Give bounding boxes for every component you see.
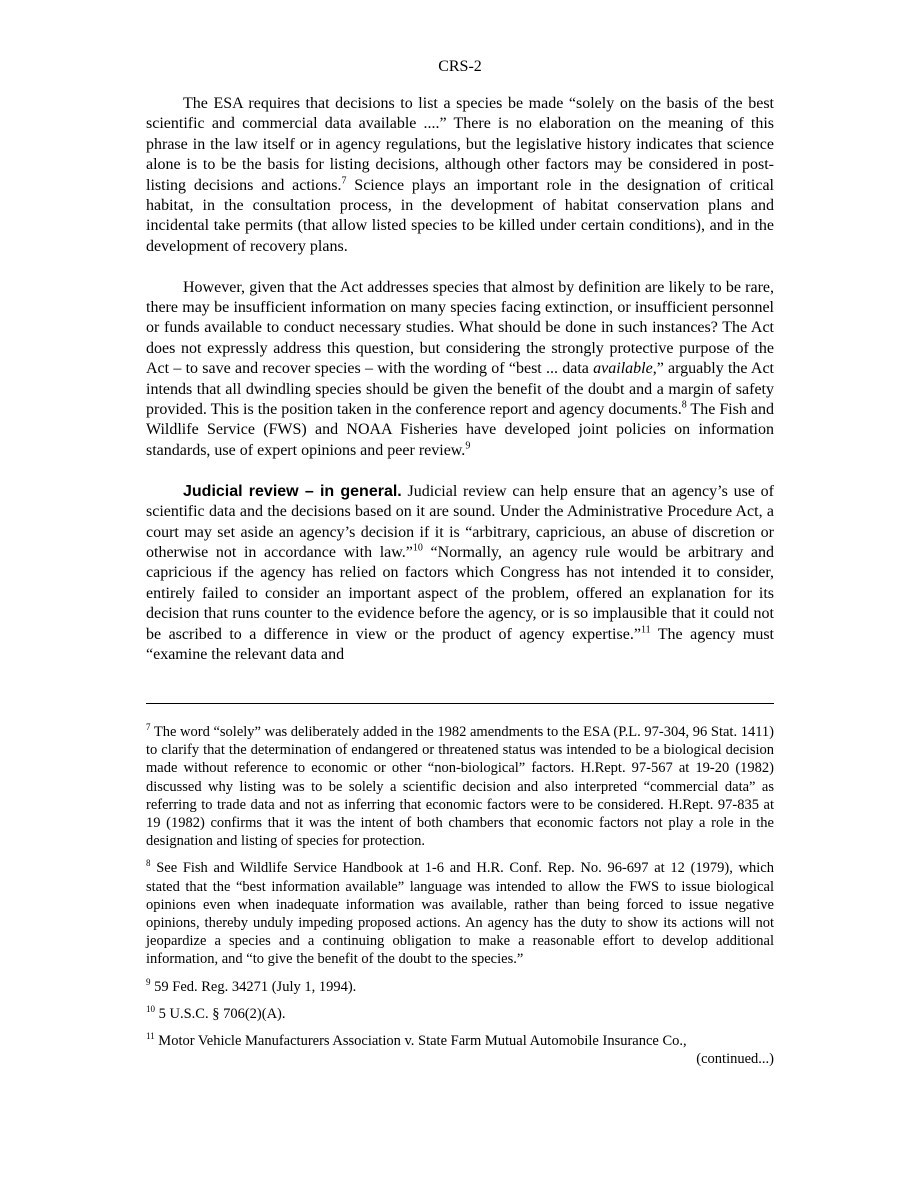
footnote-number: 11 — [146, 1031, 155, 1042]
footnote-number: 10 — [146, 1004, 155, 1015]
continued-marker: (continued...) — [696, 1051, 774, 1068]
paragraph-text: However, given that the Act addresses species that almost by definition are likely to be rare, there may be insufficient information on many species facing extinction, or insufficient personnel or funds available to conduct necessary studies. What should be done in such instances? The Act does not expressly address this question, but considering the strongly protective purpose of the Act – to save and recover species – with the wording of “best ... data — [146, 278, 774, 378]
footnotes — [146, 723, 774, 1068]
footnote-11 — [146, 1032, 774, 1068]
paragraph-text: “Normally, an agency rule would be arbitrary and capricious if the agency has relied on factors which Congress has not intended it to consider, entirely failed to consider an important aspect of the problem, offered an explanation for its decision that runs counter to the evidence before the agency, or is so implausible that it could not be ascribed to a difference in view or the product of agency expertise.” — [146, 543, 774, 643]
footnote-number: 9 — [146, 976, 151, 987]
footnote-divider — [146, 703, 774, 704]
footnote-ref-10[interactable]: 10 — [412, 542, 423, 554]
paragraph-text: The ESA requires that decisions to list a species be made “solely on the basis of the best scientific and commercial data available ....” There is no elaboration on the meaning of this phrase in the law itself or in agency regulations, but the legislative history indicates that science alone is to be the basis for listing decisions, although other factors may be considered in post-listing decisions and actions. — [146, 95, 774, 194]
footnote-number: 7 — [146, 722, 151, 733]
paragraph-text: Judicial review can help ensure that an agency’s use of scientific data and the decisions based on it are sound. Under the Administrative Procedure Act, a court may set aside an agency’s decision if it is “arbitrary, capricious, an abuse of discretion or otherwise not in accordance with law.” — [146, 482, 775, 561]
footnote-10 — [146, 1005, 774, 1023]
footnote-text: See Fish and Wildlife Service Handbook at 1-6 and H.R. Conf. Rep. No. 96-697 at 12 (1979), which stated that the “best information available” language was intended to allow the FWS to issue biological opinions even when inadequate information was available, rather than being forced to issue negative opinions, thereby unduly impeding proposed actions. An agency has the duty to show its actions will not jeopardize a species and a continuing obligation to make a reasonable effort to develop additional information, and “to give the benefit of the doubt to the species.” — [146, 860, 774, 968]
paragraph-text: The Fish and Wildlife Service (FWS) and NOAA Fisheries have developed joint policies on information standards, use of expert opinions and peer review. — [146, 401, 774, 459]
footnote-text: 59 Fed. Reg. 34271 (July 1, 1994). — [150, 978, 357, 995]
paragraph-text: ,” arguably the Act intends that all dwindling species should be given the benefit of the doubt and a margin of safety provided. This is the position taken in the conference report and agency documents. — [146, 360, 774, 419]
footnote-8 — [146, 859, 774, 968]
paragraph-esa-requirements — [146, 94, 774, 257]
footnote-number: 8 — [146, 858, 151, 869]
footnote-ref-7[interactable]: 7 — [341, 175, 347, 187]
footnote-ref-9[interactable]: 9 — [465, 440, 471, 452]
emphasis-text: available — [593, 360, 653, 378]
body-text — [146, 94, 774, 686]
footnote-9 — [146, 978, 774, 996]
footnote-ref-11[interactable]: 11 — [640, 624, 651, 636]
paragraph-text: Science plays an important role in the designation of critical habitat, in the consultation process, in the development of habitat conservation plans and incidental take permits (that allow listed species to be killed under certain conditions), and in the development of recovery plans. — [146, 176, 774, 255]
footnote-text: 5 U.S.C. § 706(2)(A). — [155, 1005, 286, 1022]
footnote-ref-8[interactable]: 8 — [681, 399, 687, 411]
paragraph-judicial-review — [146, 482, 774, 666]
page-header: CRS-2 — [438, 58, 482, 75]
footnote-text: The word “solely” was deliberately added in the 1982 amendments to the ESA (P.L. 97-304, 96 Stat. 1411) to clarify that the determination of endangered or threatened status was intended to be a biological decision made without reference to economic or other “non-biological” factors. H.Rept. 97-567 at 19-20 (1982) discussed why listing was to be solely a scientific decision and also interpreted “commercial data” as referring to trade data and not as inferring that economic factors were to be considered. H.Rept. 97-835 at 19 (1982) confirms that it was the intent of both chambers that economic factors not play a role in the designation and listing of species for protection. — [146, 724, 774, 850]
section-heading-judicial-review: Judicial review – in general. — [183, 482, 402, 500]
paragraph-insufficient-information — [146, 278, 774, 462]
footnote-text: Motor Vehicle Manufacturers Association v. State Farm Mutual Automobile Insurance Co., — [154, 1033, 687, 1050]
footnote-7 — [146, 723, 774, 850]
paragraph-text: The agency must “examine the relevant data and — [146, 625, 774, 663]
